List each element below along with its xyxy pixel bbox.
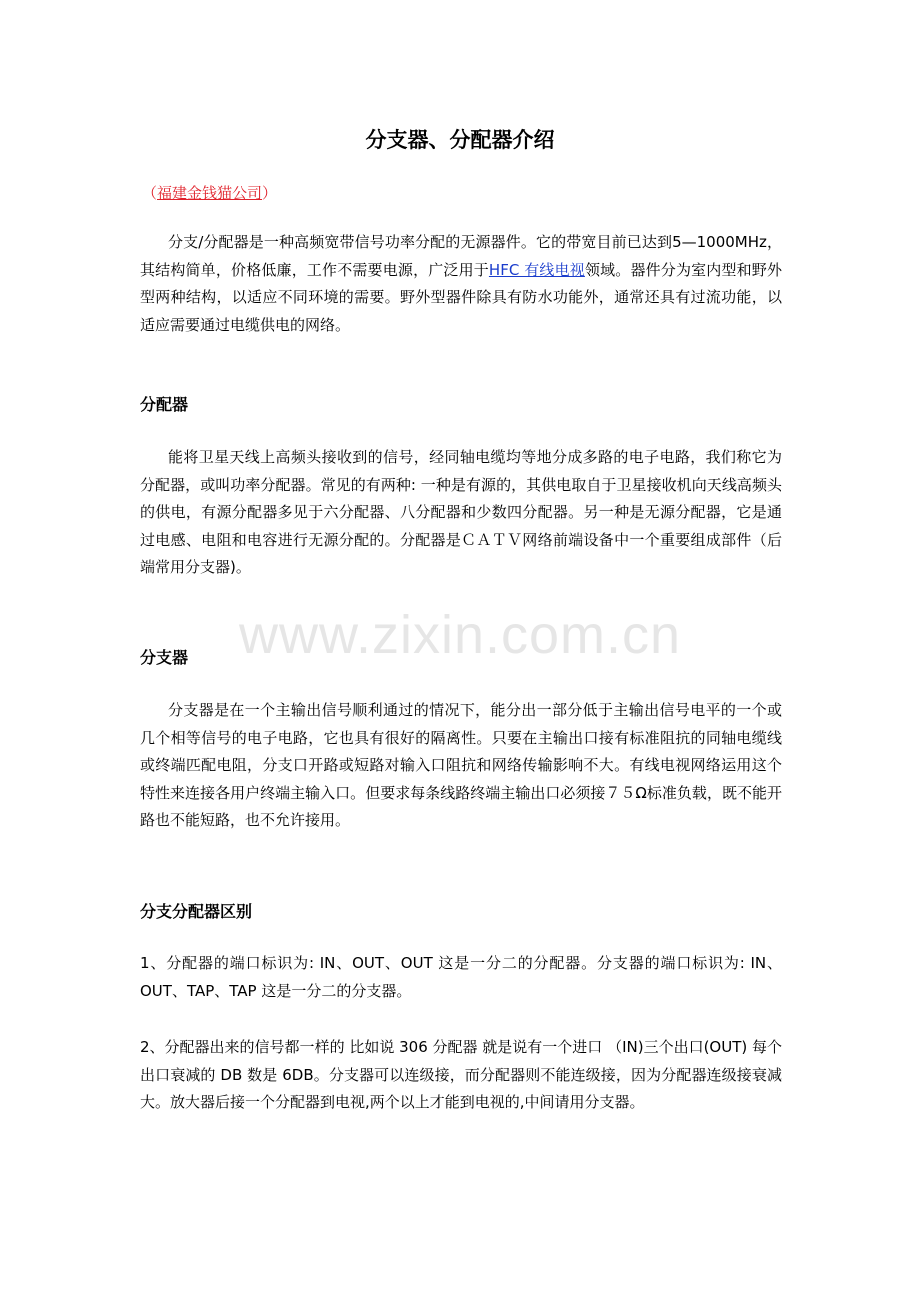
document-title: 分支器、分配器介绍 — [365, 128, 555, 152]
splitter-paragraph: 能将卫星天线上高频头接收到的信号，经同轴电缆均等地分成多路的电子电路，我们称它为分配器，或叫功率分配器。常见的有两种: 一种是有源的，其供电取自于卫星接收机向天线高频头的供电，有源分配器多见于六分配器、八分配器和少数四分配器。另一种是无源分配器，它是通过电感、电阻和电容进行无源分配的。分配器是ＣＡＴＶ网络前端设备中一个重要组成部件（后端常用分支器)。 — [140, 448, 782, 576]
source-line — [142, 180, 277, 206]
watermark-text: www.zixin.com.cn — [238, 605, 682, 665]
intro-text-end: 领域。器件分为室内型和野外型两种结构，以适应不同环境的需要。野外型器件除具有防水功能外，通常还具有过流功能，以适应需要通过电缆供电的网络。 — [140, 260, 782, 334]
section-heading-difference: 分支分配器区别 — [140, 902, 253, 921]
intro-text-start: 分支/分配器是一种高频宽带信号功率分配的无源器件。它的带宽目前已达到5—1000MHz，其结构简单，价格低廉，工作不需要电源，广泛用于 — [140, 233, 782, 279]
source-close-paren: ） — [262, 184, 278, 202]
source-company-link[interactable]: 福建金钱猫公司 — [157, 184, 263, 202]
hfc-cable-tv-link[interactable]: HFC 有线电视 — [488, 260, 585, 279]
difference-item-2: 2、分配器出来的信号都一样的 比如说 306 分配器 就是说有一个进口 （IN)三个出口(OUT) 每个出口衰减的 DB 数是 6DB。分支器可以连级接，而分配器则不能连级接，因为分配器连级接衰减大。放大器后接一个分配器到电视,两个以上才能到电视的,中间请用分支器。 — [140, 1038, 782, 1111]
section-heading-tap: 分支器 — [140, 648, 189, 667]
source-open-paren: （ — [142, 184, 158, 202]
intro-paragraph — [140, 229, 782, 339]
tap-paragraph: 分支器是在一个主输出信号顺利通过的情况下，能分出一部分低于主输出信号电平的一个或几个相等信号的电子电路，它也具有很好的隔离性。只要在主输出口接有标准阻抗的同轴电缆线或终端匹配电阻，分支口开路或短路对输入口阻抗和网络传输影响不大。有线电视网络运用这个特性来连接各用户终端主输入口。但要求每条线路终端主输出口必须接７５Ω标准负载，既不能开路也不能短路，也不允许接用。 — [140, 701, 782, 829]
difference-item-1: 1、分配器的端口标识为: IN、OUT、OUT 这是一分二的分配器。分支器的端口标识为: IN、OUT、TAP、TAP 这是一分二的分支器。 — [140, 954, 782, 1000]
section-heading-splitter: 分配器 — [140, 395, 189, 414]
